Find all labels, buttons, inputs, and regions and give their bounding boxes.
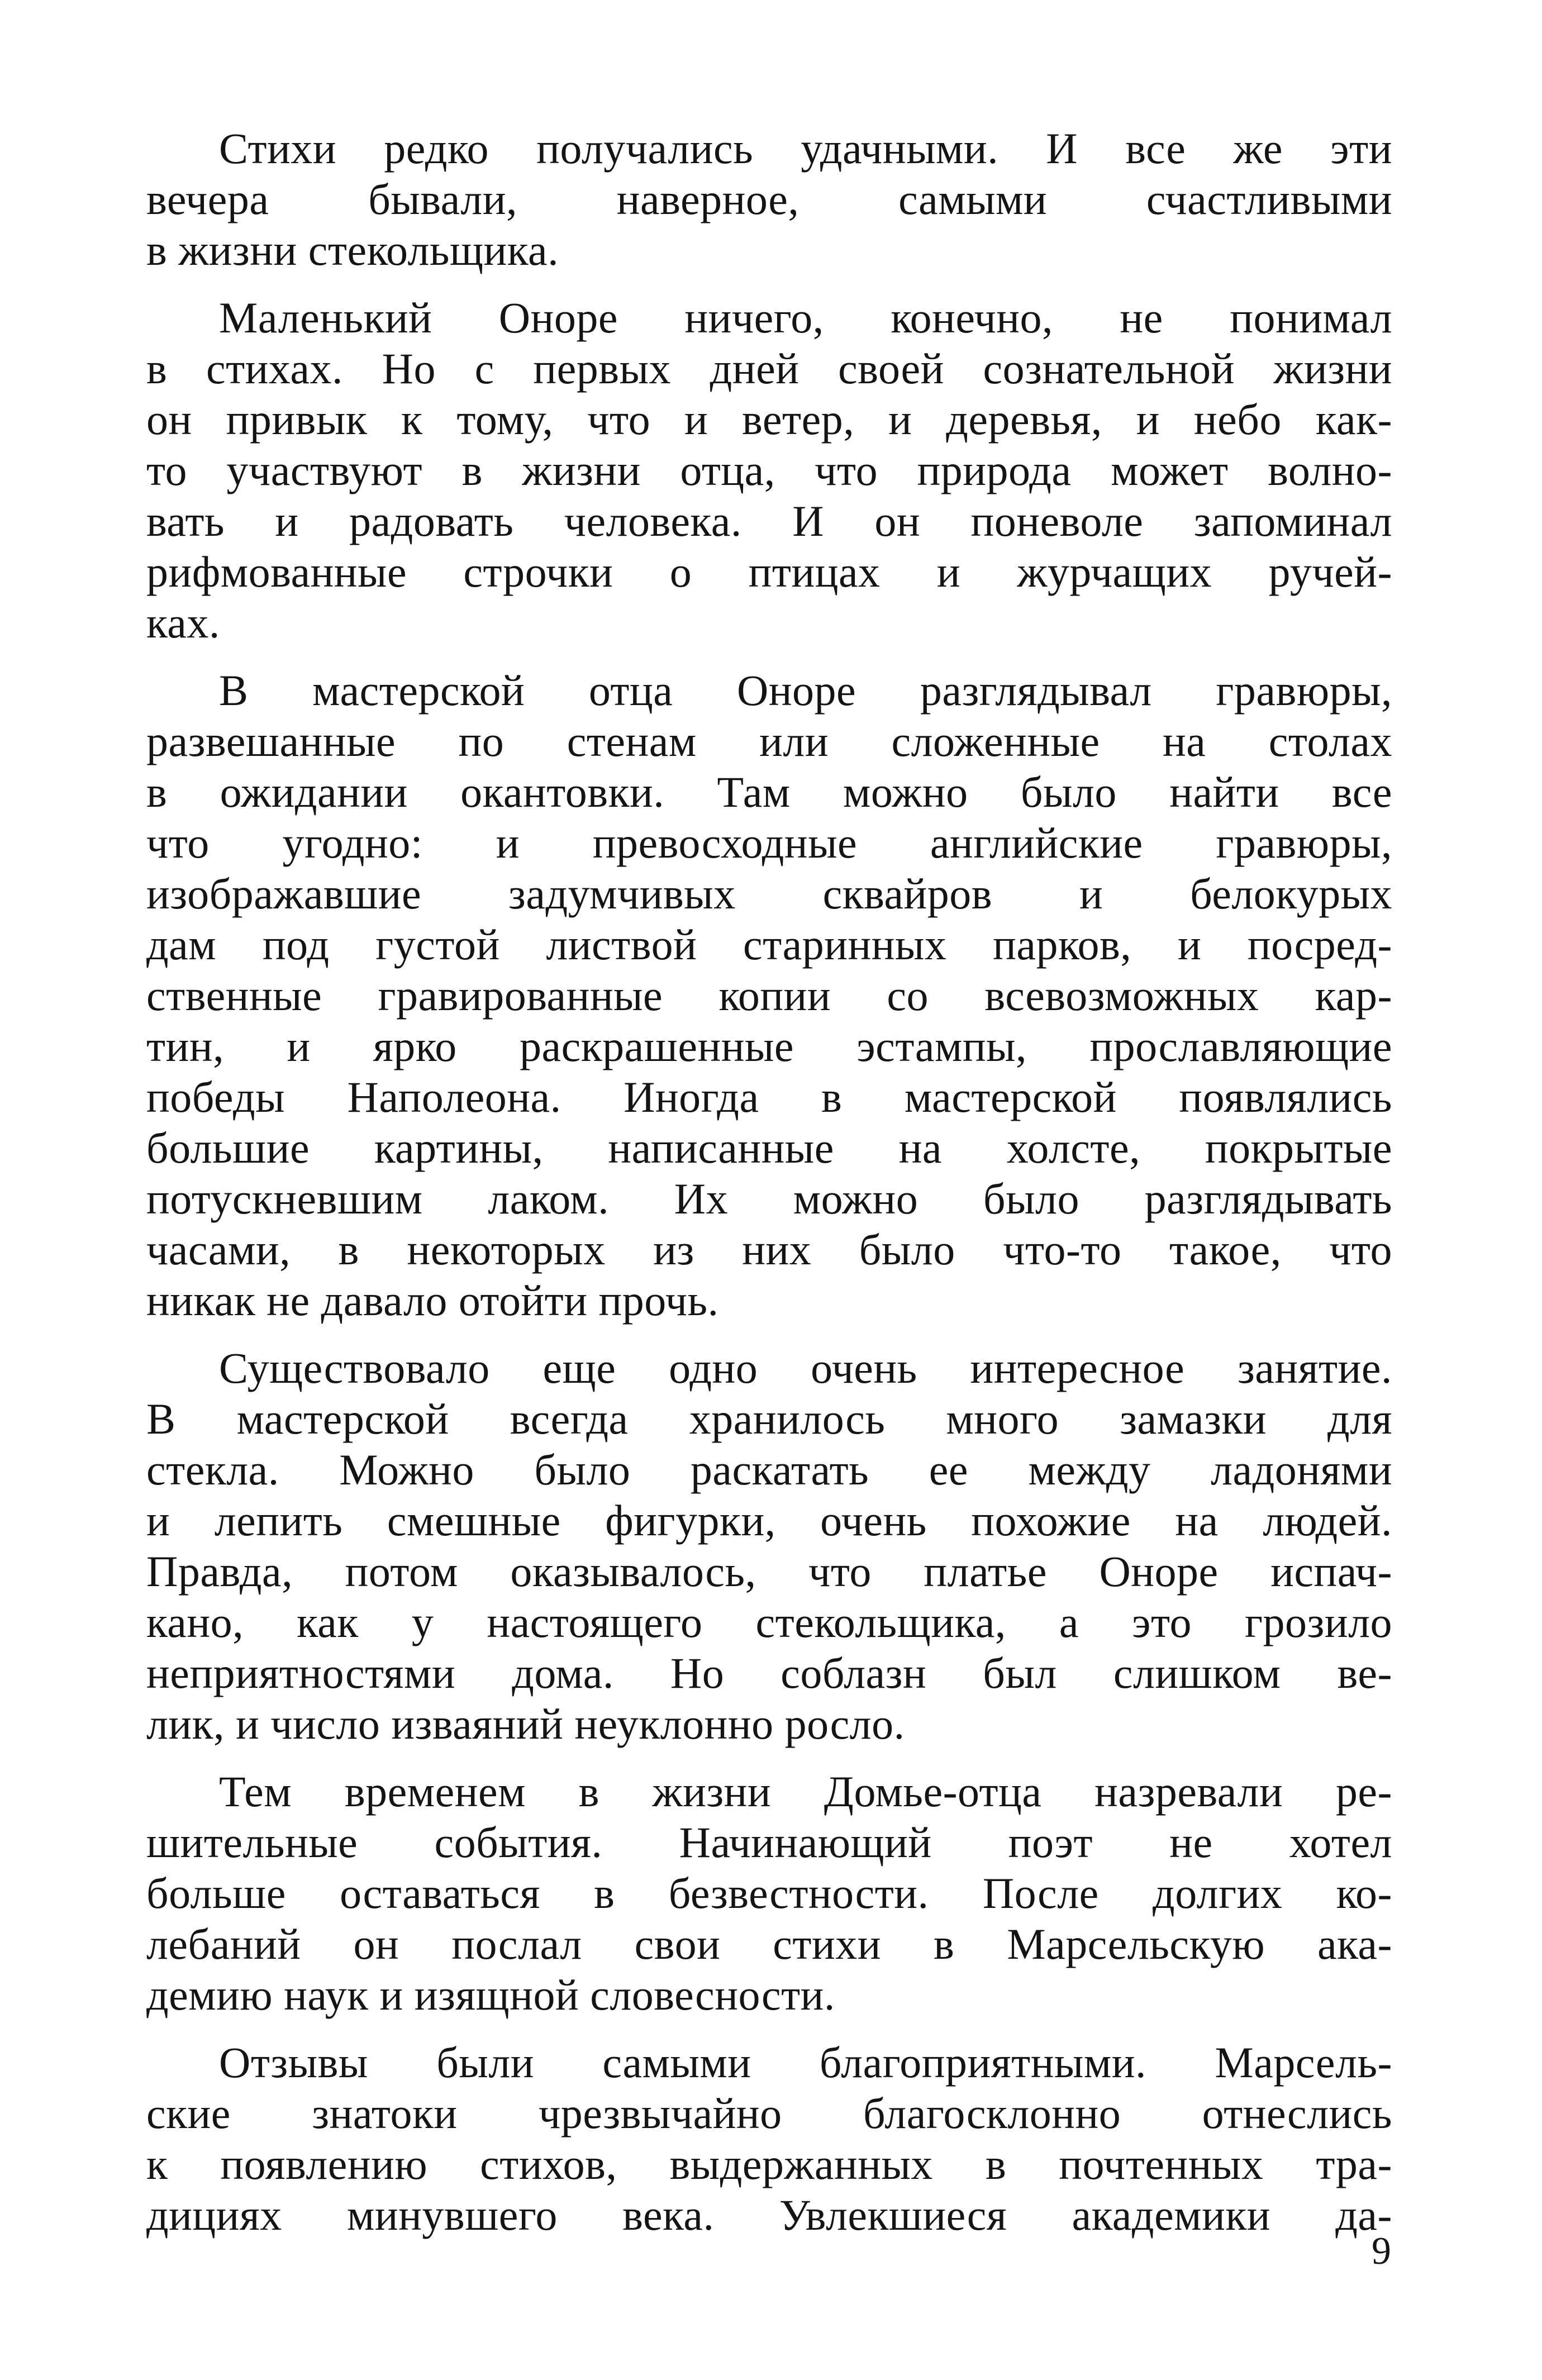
- paragraph-6: [146, 2037, 1392, 2240]
- paragraph-3: [146, 665, 1392, 1326]
- text-line: кано, как у настоящего стекольщика, а это грозило: [146, 1598, 1392, 1646]
- text-line: Тем временем в жизни Домье-отца назревали ре-: [219, 1767, 1392, 1816]
- text-line: и лепить смешные фигурки, очень похожие на людей.: [146, 1496, 1392, 1545]
- paragraph-gap: [146, 1749, 1392, 1766]
- text-line: победы Наполеона. Иногда в мастерской появлялись: [146, 1073, 1392, 1121]
- text-line: что угодно: и превосходные английские гравюры,: [146, 818, 1392, 867]
- text-line: лебаний он послал свои стихи в Марсельскую ака-: [146, 1920, 1392, 1968]
- text-line: часами, в некоторых из них было что-то такое, что: [146, 1225, 1392, 1274]
- text-line: большие картины, написанные на холсте, покрытые: [146, 1124, 1392, 1172]
- text-line: в ожидании окантовки. Там можно было найти все: [146, 768, 1392, 816]
- text-line: развешанные по стенам или сложенные на столах: [146, 717, 1392, 765]
- text-line: больше оставаться в безвестности. После долгих ко-: [146, 1869, 1392, 1917]
- text-line: дициях минувшего века. Увлекшиеся академики да-: [146, 2191, 1392, 2239]
- text-line: неприятностями дома. Но соблазн был слишком ве-: [146, 1649, 1392, 1697]
- paragraph-gap: [146, 1326, 1392, 1343]
- text-line: в стихах. Но с первых дней своей сознательной жизни: [146, 344, 1392, 393]
- paragraph-1: [146, 123, 1392, 275]
- text-line: стекла. Можно было раскатать ее между ладонями: [146, 1445, 1392, 1494]
- text-line: Существовало еще одно очень интересное занятие.: [219, 1344, 1392, 1392]
- paragraph-gap: [146, 2020, 1392, 2037]
- text-line: никак не давало отойти прочь.: [146, 1276, 719, 1325]
- text-line: изображавшие задумчивых сквайров и белокурых: [146, 869, 1392, 918]
- text-line: в жизни стекольщика.: [146, 226, 559, 274]
- text-line: Правда, потом оказывалось, что платье Оноре испач-: [146, 1547, 1392, 1596]
- text-line: рифмованные строчки о птицах и журчащих ручей-: [146, 548, 1392, 596]
- text-line: демию наук и изящной словесности.: [146, 1970, 835, 2019]
- text-line: к появлению стихов, выдержанных в почтенных тра-: [146, 2140, 1392, 2188]
- body-text: [146, 123, 1392, 2240]
- text-line: потускневшим лаком. Их можно было разглядывать: [146, 1174, 1392, 1223]
- text-line: В мастерской отца Оноре разглядывал гравюры,: [219, 666, 1392, 715]
- text-line: он привык к тому, что и ветер, и деревья, и небо как-: [146, 395, 1392, 444]
- paragraph-2: [146, 292, 1392, 648]
- text-line: Стихи редко получались удачными. И все же эти: [219, 124, 1392, 173]
- text-line: Отзывы были самыми благоприятными. Марсель-: [219, 2038, 1392, 2087]
- paragraph-gap: [146, 648, 1392, 665]
- text-line: ственные гравированные копии со всевозможных кар-: [146, 971, 1392, 1020]
- paragraph-4: [146, 1343, 1392, 1749]
- text-line: ках.: [146, 598, 220, 647]
- paragraph-gap: [146, 275, 1392, 292]
- text-line: Маленький Оноре ничего, конечно, не понимал: [219, 293, 1392, 342]
- text-line: ские знатоки чрезвычайно благосклонно отнеслись: [146, 2089, 1392, 2138]
- paragraph-5: [146, 1766, 1392, 2020]
- text-line: В мастерской всегда хранилось много замазки для: [146, 1394, 1392, 1443]
- text-line: лик, и число изваяний неуклонно росло.: [146, 1700, 905, 1748]
- text-line: вать и радовать человека. И он поневоле запоминал: [146, 497, 1392, 545]
- text-line: шительные события. Начинающий поэт не хотел: [146, 1818, 1392, 1867]
- text-line: дам под густой листвой старинных парков, и посред-: [146, 920, 1392, 969]
- text-line: тин, и ярко раскрашенные эстампы, прославляющие: [146, 1022, 1392, 1070]
- page-number: 9: [1372, 2230, 1391, 2273]
- text-line: то участвуют в жизни отца, что природа может волно-: [146, 446, 1392, 494]
- text-line: вечера бывали, наверное, самыми счастливыми: [146, 175, 1392, 223]
